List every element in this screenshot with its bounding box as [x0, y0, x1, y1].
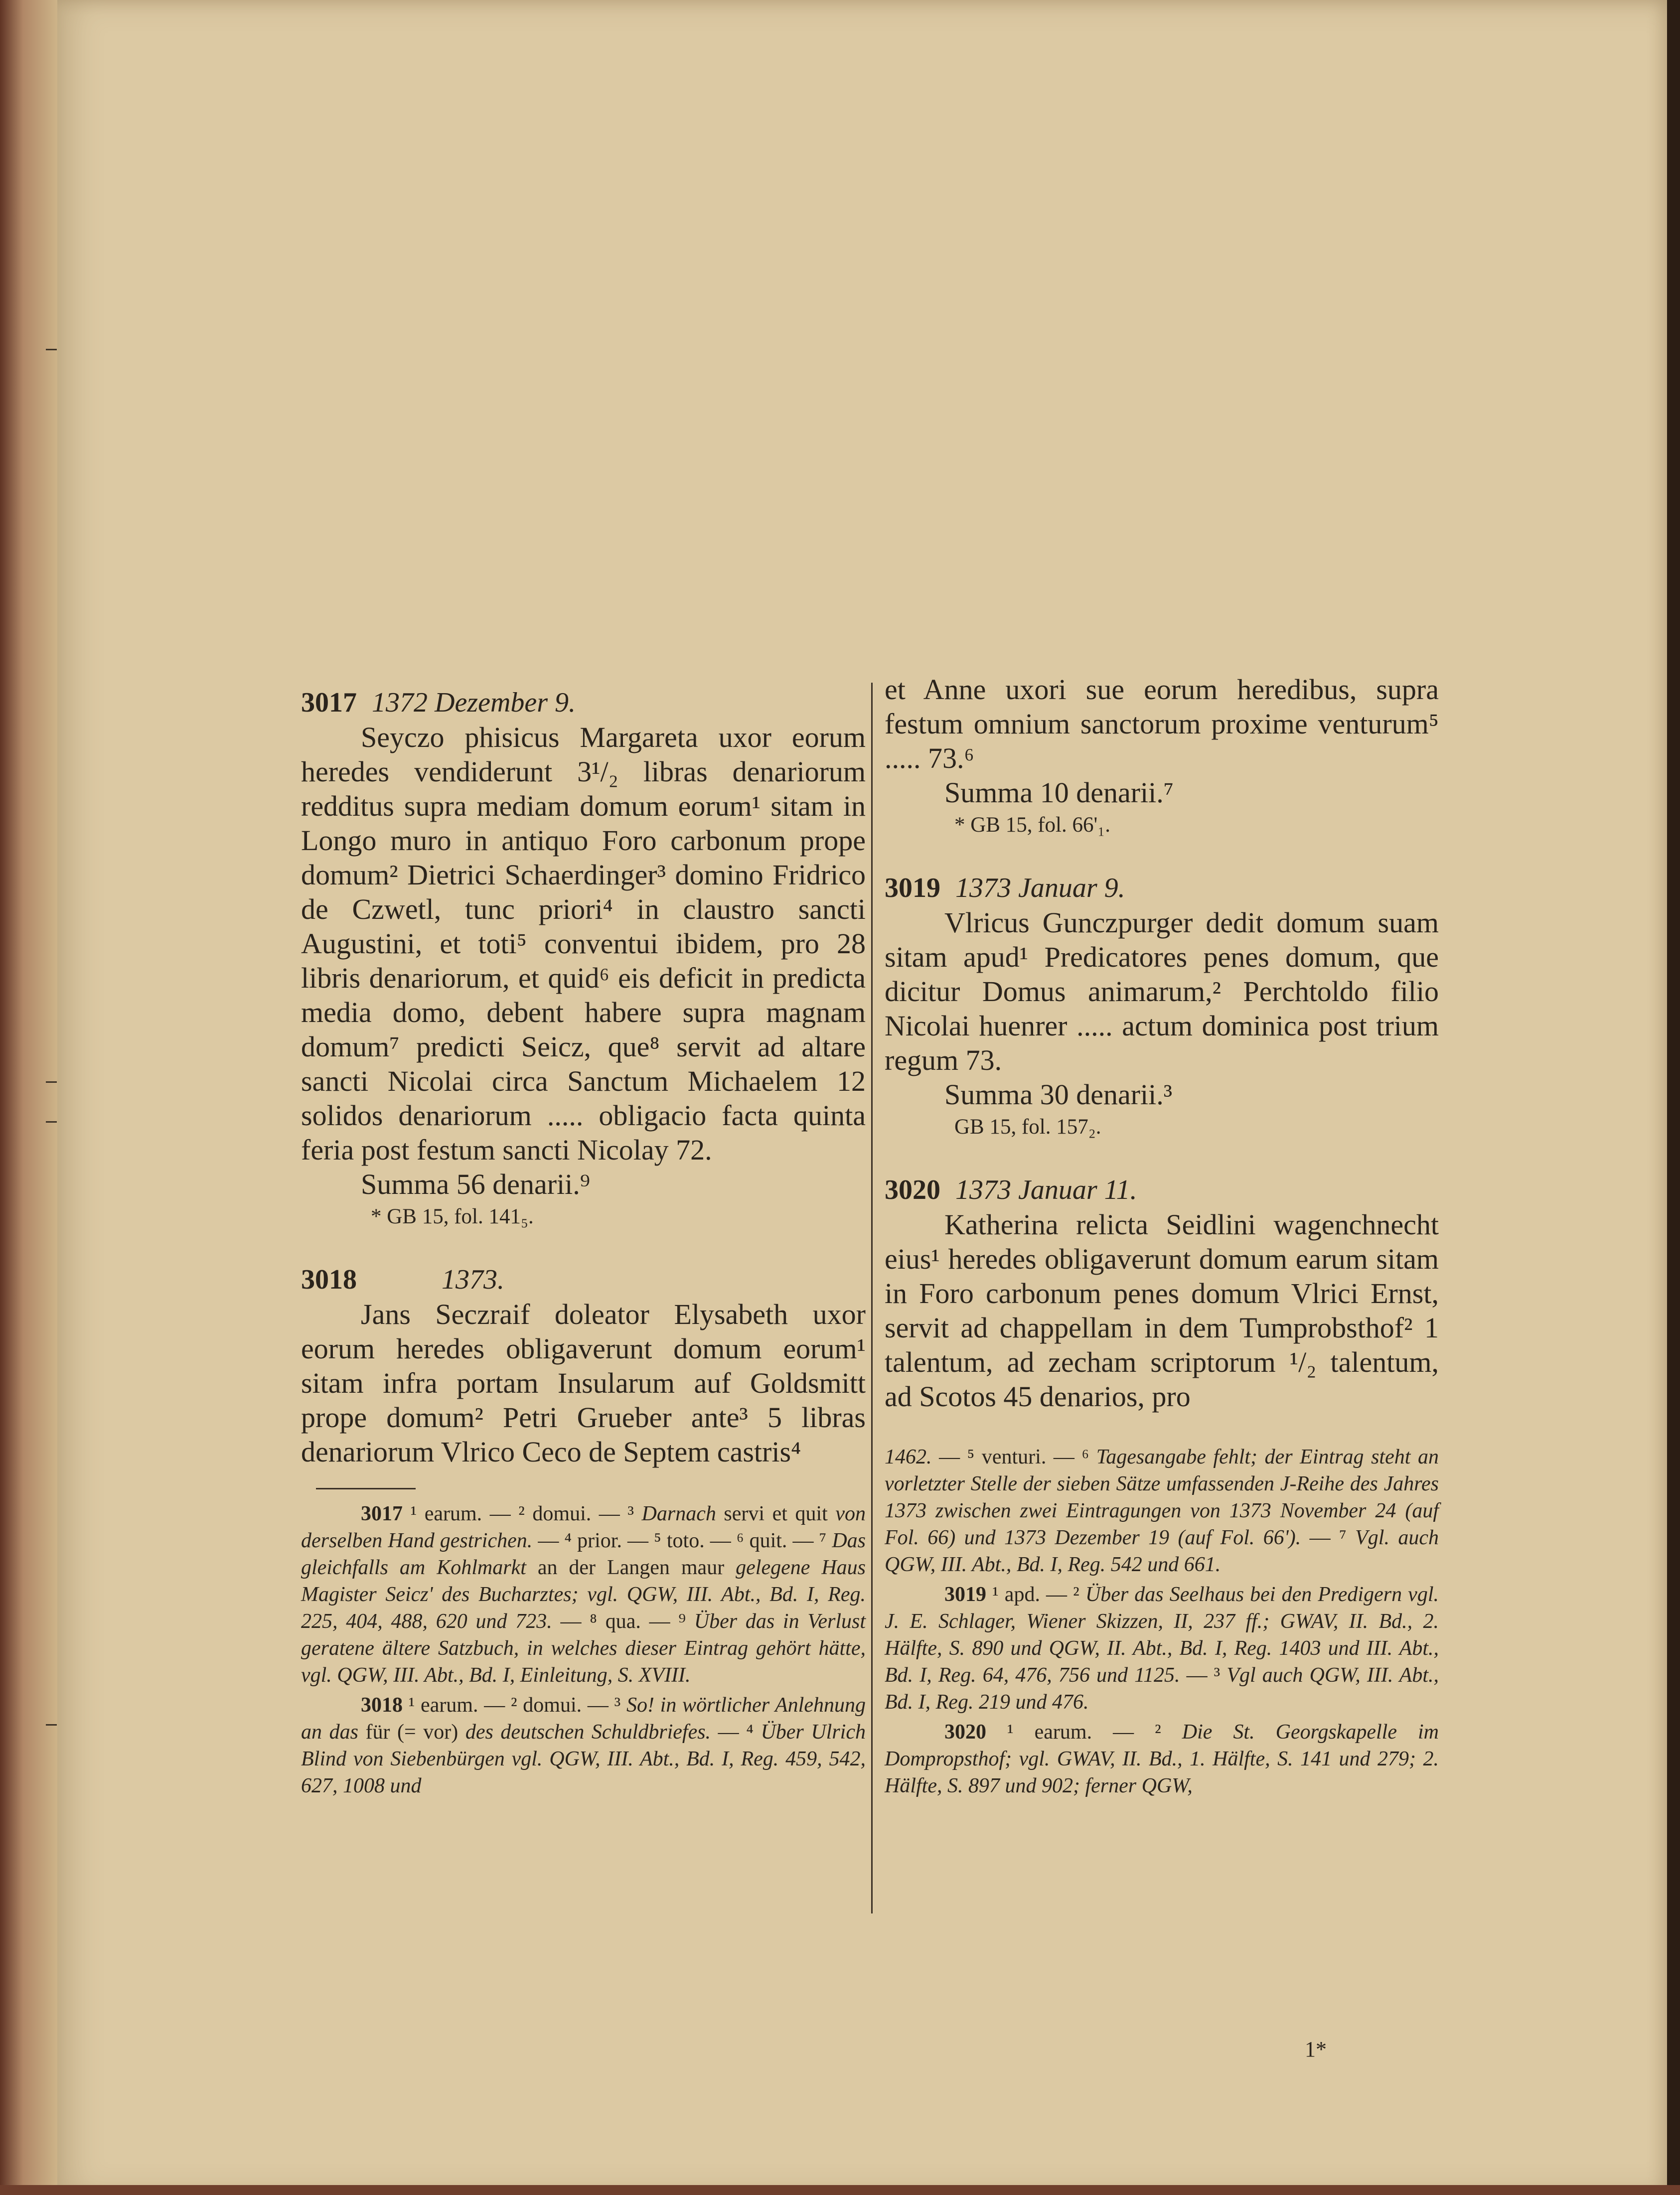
footnote-italic: Vgl auch QGW, III. Abt., Bd. I, Reg. 219 und 476.: [885, 1664, 1439, 1714]
footnote-roman: servi et quit: [724, 1502, 828, 1525]
footnote-number: 3019: [944, 1583, 986, 1606]
footnote-italic: Tagesangabe fehlt; der Eintrag steht an vorletzter Stelle der sieben Sätze umfassenden J-Reihe des Jahres 1373 zwischen zwei Eintragungen von 1373 November 24 (auf Fol. 66) und 1373 Dezember 19 (auf Fol. 66').: [885, 1446, 1439, 1549]
entry-source-3018: * GB 15, fol. 66'₁.: [954, 813, 1110, 837]
footnote-italic: von derselben Hand gestrichen.: [301, 1502, 866, 1552]
entry-text-3020: Katherina relicta Seidlini wagenchnecht eius¹ heredes obligaverunt domum earum sitam in Foro carbonum penes domum Vlrici Ernst, servit ad chappellam in dem Tumprobsthof² 1 talentum, ad zecham scriptorum ¹/₂ talentum, ad Scotos 45 denarios, pro: [885, 1208, 1439, 1413]
entry-date: 1373 Januar 9.: [955, 873, 1125, 903]
footnote-italic: Die St. Georgskapelle im Dompropsthof; vgl. GWAV, II. Bd., 1. Hälfte, S. 141 und 279; 2. Hälfte, S. 897 und 902; ferner QGW,: [885, 1721, 1439, 1797]
footnote-italic: So! in wörtlicher Anlehnung an das: [301, 1694, 866, 1744]
entry-text-3018-continued: et Anne uxori sue eorum heredibus, supra festum omnium sanctorum proxime venturum⁵ ..... 73.⁶: [885, 673, 1439, 774]
left-column: [301, 675, 866, 1802]
page-right-edge: [1667, 0, 1680, 2195]
entry-source-3017: * GB 15, fol. 141₅.: [371, 1205, 534, 1228]
footnote-marks: — ⁵ venturi. — ⁶: [939, 1446, 1089, 1468]
right-column: [885, 675, 1439, 1802]
footnote-3018: [301, 1692, 866, 1799]
entry-summa-3018: Summa 10 denarii.⁷: [944, 776, 1174, 809]
footnote-3020: [885, 1719, 1439, 1799]
entry-date: 1373 Januar 11.: [955, 1174, 1137, 1205]
footnote-spacer: [885, 1414, 1439, 1444]
entry-heading-3017: [301, 685, 866, 720]
entry-summa-3019: Summa 30 denarii.³: [944, 1078, 1173, 1111]
footnote-marks: — ⁴: [718, 1721, 754, 1744]
entry-source-3019: GB 15, fol. 157₂.: [954, 1115, 1101, 1139]
entry-date: 1373.: [442, 1264, 504, 1295]
footnote-3018-continued: [885, 1444, 1439, 1578]
footnote-roman: für (= vor): [365, 1721, 458, 1744]
entry-text-3017: Seyczo phisicus Margareta uxor eorum heredes vendiderunt 3¹/₂ libras denariorum redditus supra mediam domum eorum¹ sitam in Longo muro in antiquo Foro carbonum prope domum² Dietrici Schaerdinger³ domino Fridrico de Czwetl, tunc priori⁴ in claustro sancti Augustini, et toti⁵ conventui ibidem, pro 28 libris denariorum, et quid⁶ eis deficit in predicta media domo, debent habere supra magnam domum⁷ predicti Seicz, que⁸ servit ad altare sancti Nicolai circa Sanctum Michaelem 12 solidos denariorum ..... obligacio facta quinta feria post festum sancti Nicolay 72.: [301, 721, 866, 1166]
footnote-italic: Vgl. auch QGW, III. Abt., Bd. I, Reg. 542 und 661.: [885, 1526, 1439, 1576]
entry-heading-3018: [301, 1262, 866, 1297]
footnote-italic: des deutschen Schuldbriefes.: [465, 1721, 711, 1744]
footnote-marks: — ⁴ prior. — ⁵ toto. — ⁶ quit. — ⁷: [538, 1529, 827, 1552]
footnote-3017: [301, 1500, 866, 1689]
footnote-italic: Über das in Verlust geratene ältere Satzbuch, in welches dieser Eintrag gehört hätte, vgl. QGW, III. Abt., Bd. I, Einleitung, S. XVIII.: [301, 1610, 866, 1687]
footnote-marks: ¹ earum. — ² domui. — ³: [408, 1694, 621, 1717]
entry-heading-3020: [885, 1172, 1439, 1207]
footnote-number: 3018: [361, 1694, 403, 1717]
footnote-italic: Das gleichfalls am Kohlmarkt: [301, 1529, 866, 1579]
book-binding-edge: [0, 0, 57, 2195]
gutter-mark: [46, 1081, 57, 1083]
entry-text-3019: Vlricus Gunczpurger dedit domum suam sitam apud¹ Predicatores penes domum, que dicitur Domus animarum,² Perchtoldo filio Nicolai huenrer ..... actum dominica post trium regum 73.: [885, 906, 1439, 1076]
footnote-marks: — ⁸ qua. — ⁹: [560, 1610, 686, 1633]
column-divider: [871, 683, 873, 1913]
entry-number: 3018: [301, 1264, 357, 1295]
gutter-mark: [46, 1121, 57, 1123]
entry-number: 3017: [301, 687, 357, 718]
entry-number: 3020: [885, 1174, 940, 1205]
footnote-marks: ¹ apd. — ²: [992, 1583, 1079, 1606]
footnote-italic: gelegene Haus Magister Seicz' des Bucharztes; vgl. QGW, III. Abt., Bd. I, Reg. 225, 404, 488, 620 und 723.: [301, 1556, 866, 1633]
footnote-marks: ¹ earum. — ²: [1007, 1721, 1161, 1744]
footnote-italic: Darnach: [641, 1502, 716, 1525]
footnote-marks: — ³: [1186, 1664, 1221, 1687]
cover-bottom-edge: [0, 2185, 1680, 2195]
footnote-italic: Über das Seelhaus bei den Predigern vgl. J. E. Schlager, Wiener Skizzen, II, 237 ff.; GWAV, II. Bd., 2. Hälfte, S. 890 und QGW, II. Abt., Bd. I, Reg. 1403 und III. Abt., Bd. I, Reg. 64, 476, 756 und 1125.: [885, 1583, 1439, 1687]
footnote-rule: [316, 1488, 416, 1489]
entry-text-3018: Jans Seczraif doleator Elysabeth uxor eorum heredes obligaverunt domum eorum¹ sitam infra portam Insularum auf Goldsmitt prope domum² Petri Grueber ante³ 5 libras denariorum Vlrico Ceco de Septem castris⁴: [301, 1298, 866, 1468]
footnote-marks: — ⁷: [1309, 1526, 1347, 1549]
footnote-3019: [885, 1581, 1439, 1716]
entry-number: 3019: [885, 873, 940, 903]
gutter-mark: [46, 349, 57, 350]
page-signature-mark: 1*: [1305, 2037, 1327, 2061]
footnote-roman: an der Langen maur: [537, 1556, 725, 1579]
footnote-marks: ¹ earum. — ² domui. — ³: [410, 1502, 634, 1525]
footnote-number: 3020: [944, 1721, 986, 1744]
entry-date: 1372 Dezember 9.: [372, 687, 576, 718]
entry-heading-3019: [885, 871, 1439, 905]
footnote-number: 3017: [361, 1502, 403, 1525]
footnote-italic: 1462.: [885, 1446, 932, 1468]
entry-summa-3017: Summa 56 denarii.⁹: [361, 1168, 590, 1200]
footnote-italic: Über Ulrich Blind von Siebenbürgen vgl. QGW, III. Abt., Bd. I, Reg. 459, 542, 627, 1008 und: [301, 1721, 866, 1797]
gutter-mark: [46, 1724, 57, 1726]
